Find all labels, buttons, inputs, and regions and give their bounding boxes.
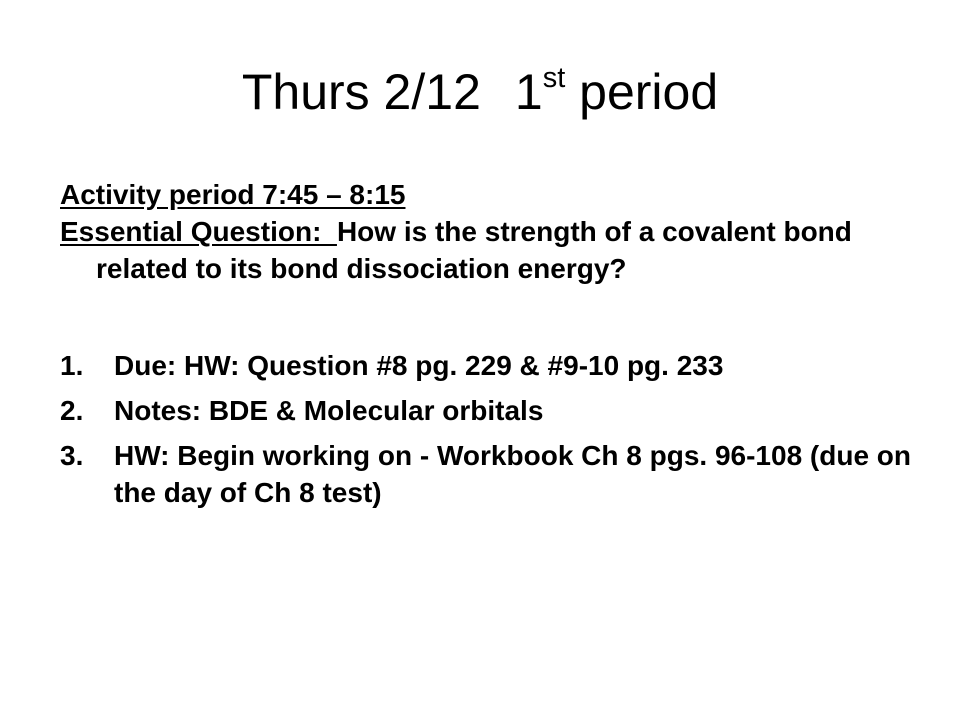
title-date: Thurs 2/12 xyxy=(241,64,481,120)
essential-question-text: How is the strength of a covalent bond related to its bond dissociation energy? xyxy=(96,216,852,284)
slide-body xyxy=(60,176,920,519)
list-item xyxy=(60,437,920,511)
list-item-number: 1. xyxy=(60,350,84,381)
list-item xyxy=(60,347,920,384)
title-ordinal-suffix: st xyxy=(542,62,566,95)
essential-question-label: Essential Question: xyxy=(60,216,337,247)
list-item-number: 3. xyxy=(60,440,84,471)
title-period-number: 1 xyxy=(514,64,543,120)
list-item-text: Notes: BDE & Molecular orbitals xyxy=(114,395,544,426)
list-item-text: HW: Begin working on - Workbook Ch 8 pgs. 96-108 (due on the day of Ch 8 test) xyxy=(114,440,912,508)
activity-line xyxy=(60,176,920,213)
list-item xyxy=(60,392,920,429)
essential-question xyxy=(60,213,920,287)
list-item-text: Due: HW: Question #8 pg. 229 & #9-10 pg. 233 xyxy=(114,350,724,381)
title-period-word: period xyxy=(565,64,719,120)
agenda-list xyxy=(60,347,920,511)
list-item-number: 2. xyxy=(60,395,84,426)
slide-title xyxy=(0,60,960,124)
activity-text: Activity period 7:45 – 8:15 xyxy=(60,179,406,210)
